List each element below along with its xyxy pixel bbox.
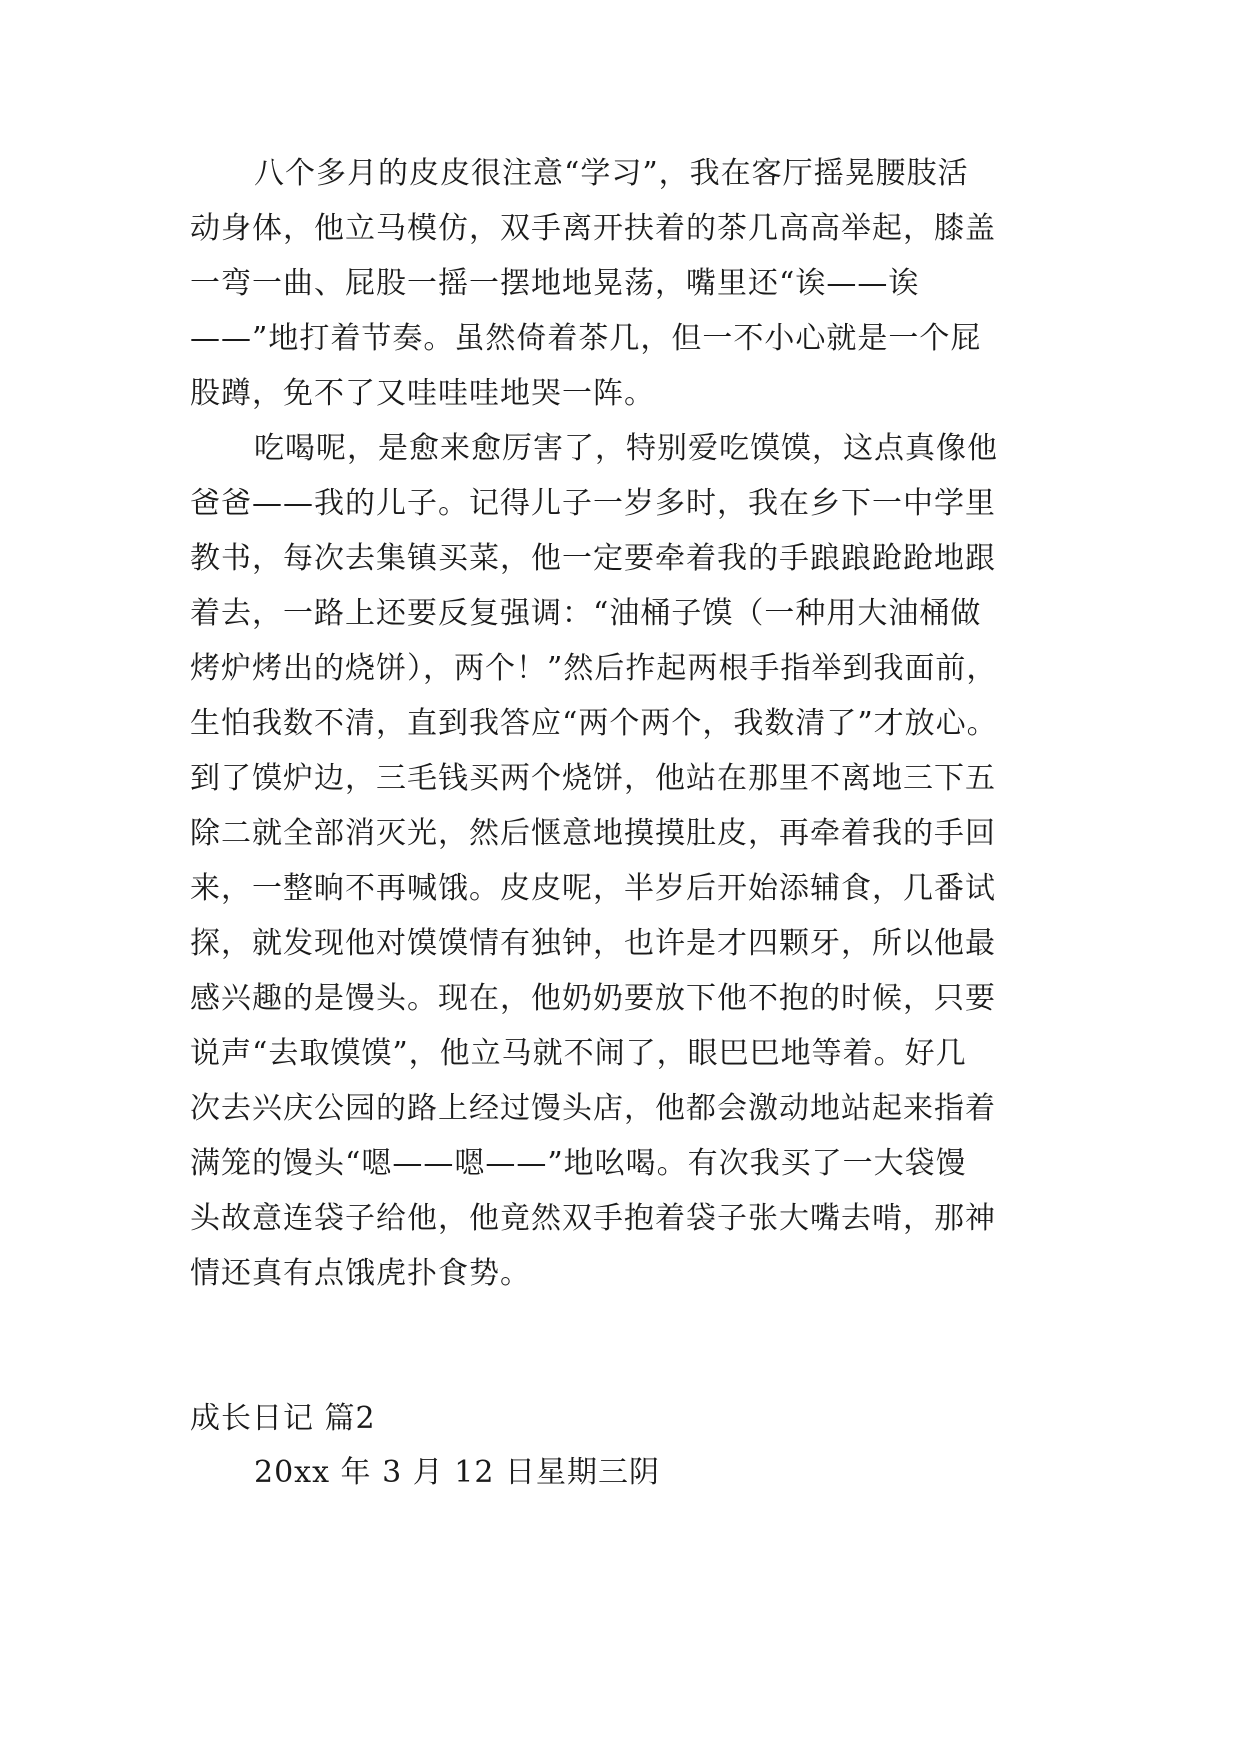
paragraph-2-line-4: 着去，一路上还要反复强调：“油桶子馍（一种用大油桶做	[190, 596, 982, 631]
paragraph-2-line-16: 情还真有点饿虎扑食势。	[190, 1256, 531, 1291]
paragraph-1-line-5: 股蹲，免不了又哇哇哇地哭一阵。	[190, 376, 655, 411]
paragraph-1-line-1: 八个多月的皮皮很注意“学习”，我在客厅摇晃腰肢活	[254, 156, 969, 191]
paragraph-2-line-13: 次去兴庆公园的路上经过馒头店，他都会激动地站起来指着	[190, 1091, 996, 1126]
paragraph-2-line-15: 头故意连袋子给他，他竟然双手抱着袋子张大嘴去啃，那神	[190, 1201, 996, 1236]
paragraph-2-line-7: 到了馍炉边，三毛钱买两个烧饼，他站在那里不离地三下五	[190, 761, 996, 796]
section-title: 成长日记 篇2	[190, 1401, 376, 1436]
paragraph-2-line-2: 爸爸——我的儿子。记得儿子一岁多时，我在乡下一中学里	[190, 486, 996, 521]
date-line: 20xx 年 3 月 12 日星期三阴	[254, 1455, 660, 1490]
paragraph-2-line-12: 说声“去取馍馍”，他立马就不闹了，眼巴巴地等着。好几	[190, 1036, 967, 1071]
paragraph-2-line-1: 吃喝呢，是愈来愈厉害了，特别爱吃馍馍，这点真像他	[254, 431, 998, 466]
paragraph-1-line-2: 动身体，他立马模仿，双手离开扶着的茶几高高举起，膝盖	[190, 211, 996, 246]
paragraph-2-line-14: 满笼的馒头“嗯——嗯——”地吆喝。有次我买了一大袋馒	[190, 1146, 967, 1181]
paragraph-2-line-3: 教书，每次去集镇买菜，他一定要牵着我的手踉踉跄跄地跟	[190, 541, 996, 576]
paragraph-1-line-4: ——”地打着节奏。虽然倚着茶几，但一不小心就是一个屁	[190, 321, 982, 356]
paragraph-2-line-5: 烤炉烤出的烧饼），两个！”然后拃起两根手指举到我面前，	[190, 651, 998, 686]
paragraph-2-line-9: 来，一整晌不再喊饿。皮皮呢，半岁后开始添辅食，几番试	[190, 871, 996, 906]
paragraph-2-line-8: 除二就全部消灭光，然后惬意地摸摸肚皮，再牵着我的手回	[190, 816, 996, 851]
paragraph-1-line-3: 一弯一曲、屁股一摇一摆地地晃荡，嘴里还“诶——诶	[190, 266, 920, 301]
paragraph-2-line-6: 生怕我数不清，直到我答应“两个两个，我数清了”才放心。	[190, 706, 998, 741]
paragraph-2-line-11: 感兴趣的是馒头。现在，他奶奶要放下他不抱的时候，只要	[190, 981, 996, 1016]
paragraph-2-line-10: 探，就发现他对馍馍情有独钟，也许是才四颗牙，所以他最	[190, 926, 996, 961]
